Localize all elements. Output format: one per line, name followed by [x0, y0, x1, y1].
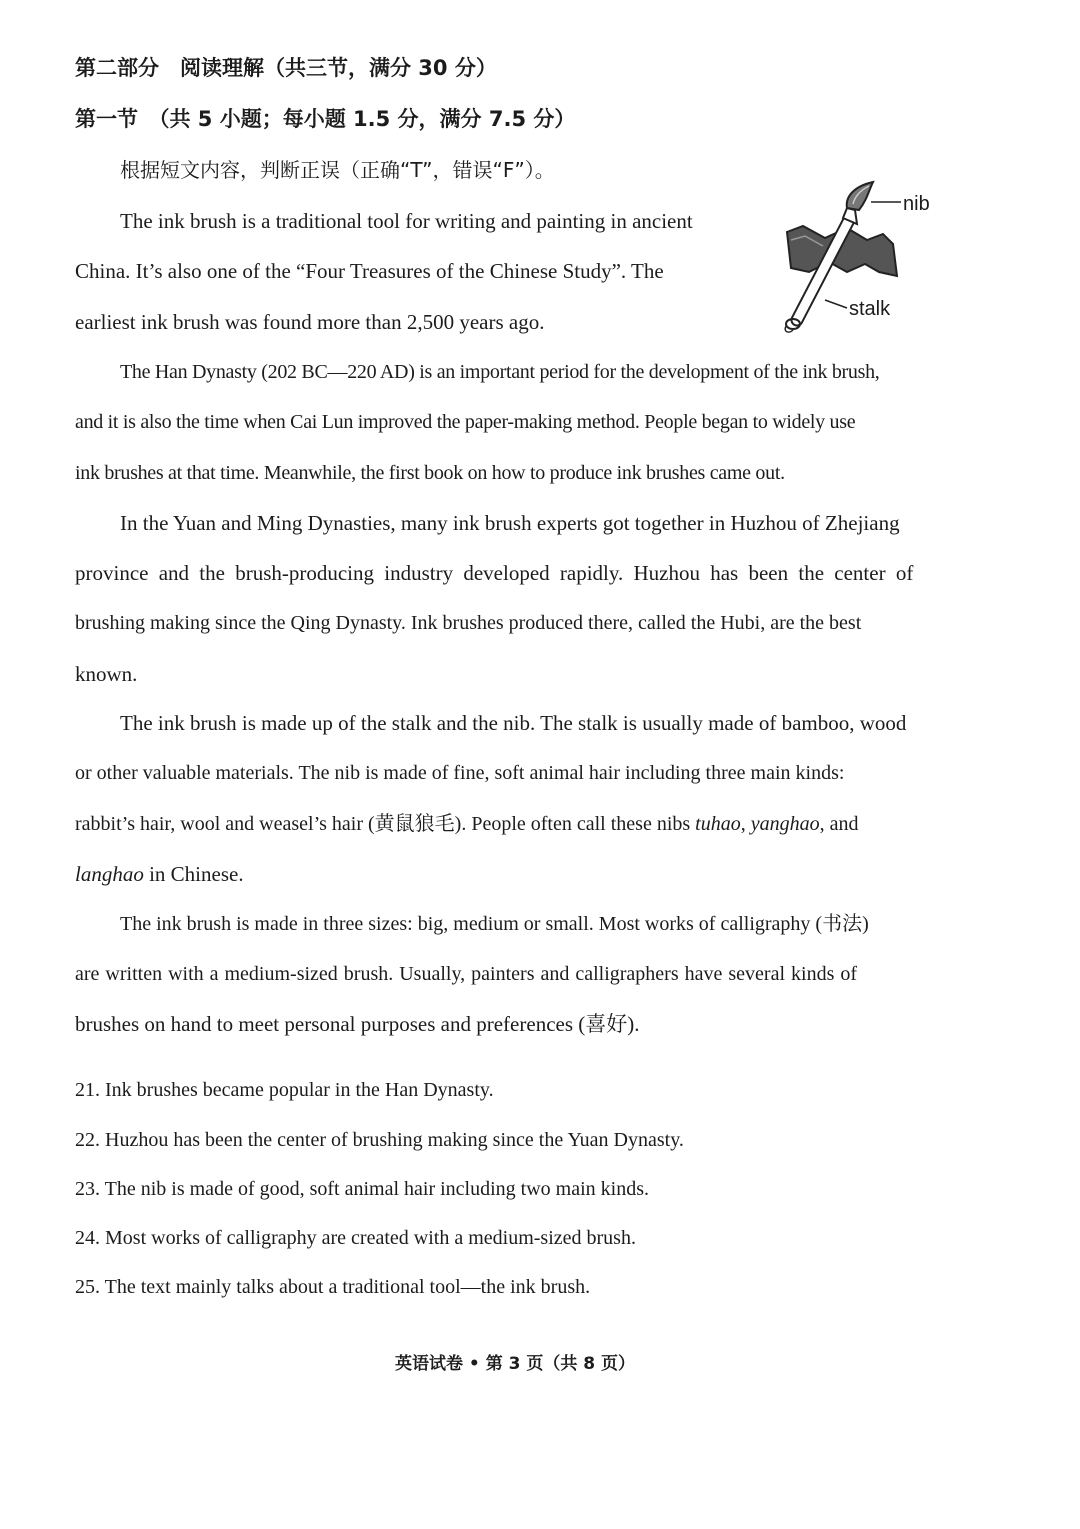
passage-p4-line-3-text: rabbit’s hair, wool and weasel’s hair (黄鼠狼毛). People often call these nibs [75, 813, 696, 835]
subsection-title: 第一节 （共 5 小题；每小题 1.5 分，满分 7.5 分） [75, 107, 576, 131]
passage-p5-line-1: The ink brush is made in three sizes: big, medium or small. Most works of calligraphy (书法) [120, 913, 869, 935]
passage-p3-line-4: known. [75, 662, 138, 686]
stalk-label: stalk [849, 298, 891, 320]
question-24: 24. Most works of calligraphy are created with a medium-sized brush. [75, 1227, 636, 1249]
passage-p4-line-3-end: , and [819, 813, 859, 835]
instruction: 根据短文内容，判断正误（正确“T”，错误“F”）。 [120, 158, 555, 182]
passage-p3-line-1: In the Yuan and Ming Dynasties, many ink brush experts got together in Huzhou of Zhejiang [120, 511, 900, 535]
passage-p3-line-2: province and the brush-producing industry developed rapidly. Huzhou has been the center of [75, 561, 914, 585]
question-23: 23. The nib is made of good, soft animal hair including two main kinds. [75, 1178, 649, 1200]
term-tuhao: tuhao [695, 813, 741, 835]
passage-p3-line-3: brushing making since the Qing Dynasty. Ink brushes produced there, called the Hubi, are the best [75, 612, 862, 634]
question-21: 21. Ink brushes became popular in the Han Dynasty. [75, 1079, 494, 1101]
passage-p2-line-3: ink brushes at that time. Meanwhile, the first book on how to produce ink brushes came out. [75, 462, 785, 484]
passage-p1-line-2: China. It’s also one of the “Four Treasures of the Chinese Study”. The [75, 259, 664, 283]
nib-label: nib [903, 193, 930, 215]
passage-p5-line-3: brushes on hand to meet personal purposes and preferences (喜好). [75, 1012, 640, 1036]
passage-p4-line-4 [75, 860, 244, 888]
term-yanghao: yanghao [750, 813, 820, 835]
passage-p4-line-1: The ink brush is made up of the stalk and the nib. The stalk is usually made of bamboo, wood [120, 711, 907, 735]
passage-p1-line-1: The ink brush is a traditional tool for writing and painting in ancient [120, 209, 693, 233]
passage-p2-line-2: and it is also the time when Cai Lun improved the paper-making method. People began to widely use [75, 411, 856, 433]
question-22: 22. Huzhou has been the center of brushing making since the Yuan Dynasty. [75, 1129, 684, 1151]
passage-p4-line-4-end: in Chinese. [143, 862, 244, 886]
passage-p4-line-3 [75, 810, 859, 838]
passage-p4-line-2: or other valuable materials. The nib is made of fine, soft animal hair including three main kinds: [75, 762, 845, 784]
part-title: 第二部分 阅读理解（共三节，满分 30 分） [75, 56, 497, 80]
passage-p4-sep: , [740, 813, 751, 835]
question-25: 25. The text mainly talks about a traditional tool—the ink brush. [75, 1276, 591, 1298]
passage-p1-line-3: earliest ink brush was found more than 2,500 years ago. [75, 310, 545, 334]
passage-p5-line-2: are written with a medium-sized brush. Usually, painters and calligraphers have several kinds of [75, 963, 858, 985]
passage-p2-line-1: The Han Dynasty (202 BC—220 AD) is an important period for the development of the ink brush, [120, 361, 880, 383]
page-footer: 英语试卷 • 第 3 页（共 8 页） [395, 1354, 636, 1374]
term-langhao: langhao [75, 862, 144, 886]
ink-brush-figure [775, 180, 950, 340]
